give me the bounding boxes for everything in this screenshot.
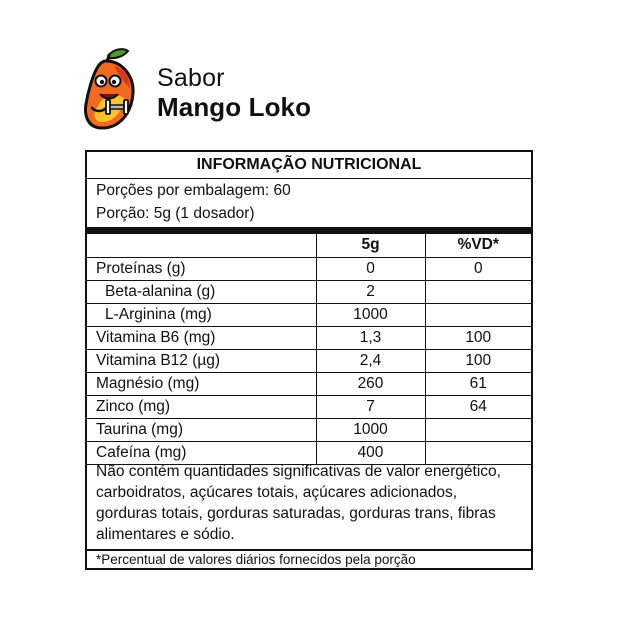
nutrient-name: Cafeína (mg): [87, 441, 316, 464]
nutrient-name: Proteínas (g): [87, 257, 316, 280]
table-row: [87, 372, 531, 395]
column-header: %VD*: [425, 234, 531, 257]
daily-value-note: *Percentual de valores diários fornecidos pela porção: [96, 552, 416, 567]
nutrient-dv: 64: [425, 395, 531, 418]
nutrient-dv: [425, 303, 531, 326]
table-row: [87, 326, 531, 349]
mango-mascot-icon: [78, 48, 142, 134]
nutrient-dv: [425, 280, 531, 303]
nutrition-facts-panel: [85, 150, 533, 570]
nutrient-dv: 100: [425, 326, 531, 349]
table-row: [87, 257, 531, 280]
table-row: [87, 418, 531, 441]
nutrient-name: Magnésio (mg): [87, 372, 316, 395]
serving-size: Porção: 5g (1 dosador): [96, 205, 255, 222]
nutrient-amount: 2,4: [316, 349, 425, 372]
nutrient-amount: 7: [316, 395, 425, 418]
nutrient-amount: 260: [316, 372, 425, 395]
not-significant-footnote: Não contém quantidades significativas de valor energético, carboidratos, açúcares totais, açúcares adicionados, gorduras totais, gorduras saturadas, gorduras trans, fibras alimentares e sódio.: [96, 463, 501, 543]
nutrient-amount: 0: [316, 257, 425, 280]
nutrient-name: Zinco (mg): [87, 395, 316, 418]
table-row: [87, 349, 531, 372]
flavor-prefix: Sabor: [157, 64, 225, 92]
nutrient-amount: 1,3: [316, 326, 425, 349]
servings-per-package: Porções por embalagem: 60: [96, 182, 291, 199]
nutrient-amount: 1000: [316, 303, 425, 326]
nutrient-dv: 0: [425, 257, 531, 280]
nutrient-dv: 100: [425, 349, 531, 372]
panel-title: INFORMAÇÃO NUTRICIONAL: [87, 152, 531, 179]
nutrient-name: Taurina (mg): [87, 418, 316, 441]
nutrient-amount: 400: [316, 441, 425, 464]
product-header: [78, 48, 378, 134]
nutrient-dv: [425, 418, 531, 441]
nutrient-name: Vitamina B12 (µg): [87, 349, 316, 372]
nutrient-name: Vitamina B6 (mg): [87, 326, 316, 349]
nutrient-dv: 61: [425, 372, 531, 395]
table-row: [87, 280, 531, 303]
nutrient-amount: 1000: [316, 418, 425, 441]
column-header: 5g: [316, 234, 425, 257]
table-row: [87, 395, 531, 418]
table-row: [87, 303, 531, 326]
nutrient-name: L-Arginina (mg): [87, 303, 316, 326]
flavor-name: Mango Loko: [157, 92, 312, 122]
nutrient-amount: 2: [316, 280, 425, 303]
column-header: [87, 234, 316, 257]
nutrition-table: [87, 234, 531, 465]
table-header-row: [87, 234, 531, 257]
nutrient-name: Beta-alanina (g): [87, 280, 316, 303]
thick-divider: [87, 227, 531, 234]
